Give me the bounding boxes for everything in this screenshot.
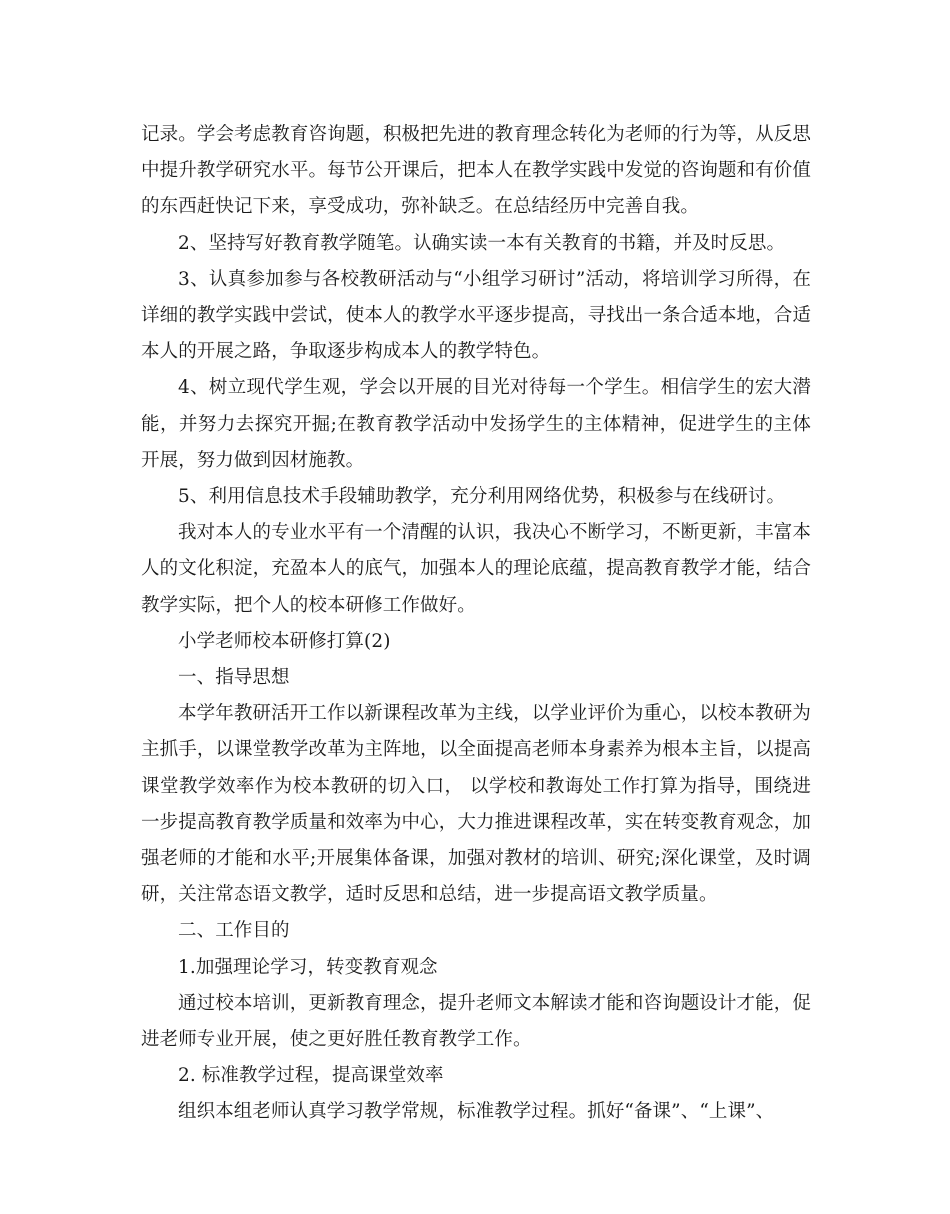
document-body [141, 117, 811, 1131]
section-title: 小学老师校本研修打算(2) [178, 630, 391, 652]
paragraph-3: 3、认真参加参与各校教研活动与“小组学习研讨”活动，将培训学习所得，在详细的教学实践中尝试，使本人的教学水平逐步提高，寻找出一条合适本地，合适本人的开展之路，争取逐步构成本人的教学特色。 [141, 268, 811, 363]
paragraph-2: 2、坚持写好教育教学随笔。认确实读一本有关教育的书籍，并及时反思。 [178, 232, 786, 254]
heading-work-goals: 二、工作目的 [178, 920, 290, 942]
heading-guiding-thought: 一、指导思想 [178, 667, 290, 689]
subheading-2: 2. 标准教学过程，提高课堂效率 [178, 1065, 444, 1087]
paragraph-6: 我对本人的专业水平有一个清醒的认识，我决心不断学习，不断更新，丰富本人的文化积淀，充盈本人的底气，加强本人的理论底蕴，提高教育教学才能，结合教学实际，把个人的校本研修工作做好。 [141, 522, 811, 616]
paragraph-1: 记录。学会考虑教育咨询题，积极把先进的教育理念转化为老师的行为等，从反思中提升教学研究水平。每节公开课后，把本人在教学实践中发觉的咨询题和有价值的东西赶快记下来，享受成功，弥补缺乏。在总结经历中完善自我。 [141, 124, 811, 218]
paragraph-5: 5、利用信息技术手段辅助教学，充分利用网络优势，积极参与在线研讨。 [178, 486, 786, 508]
paragraph-14: 组织本组老师认真学习教学常规，标准教学过程。抓好“备课”、“上课”、 [178, 1101, 775, 1123]
paragraph-12: 通过校本培训，更新教育理念，提升老师文本解读才能和咨询题设计才能，促进老师专业开展，使之更好胜任教育教学工作。 [141, 992, 811, 1051]
paragraph-9: 本学年教研活开工作以新课程改革为主线，以学业评价为重心，以校本教研为主抓手，以课堂教学改革为主阵地，以全面提高老师本身素养为根本主旨，以提高课堂教学效率作为校本教研的切入口， 以学校和教诲处工作打算为指导，围绕进一步提高教育教学质量和效率为中心，大力推进课程改革，实在转变教育观念，加强老师的才能和水平;开展集体备课，加强对教材的培训、研究;深化课堂，及时调研，关注常态语文教学，适时反思和总结，进一步提高语文教学质量。 [141, 703, 811, 906]
paragraph-4: 4、树立现代学生观，学会以开展的目光对待每一个学生。相信学生的宏大潜能，并努力去探究开掘;在教育教学活动中发扬学生的主体精神，促进学生的主体开展，努力做到因材施教。 [141, 377, 811, 471]
subheading-1: 1.加强理论学习，转变教育观念 [178, 956, 438, 978]
